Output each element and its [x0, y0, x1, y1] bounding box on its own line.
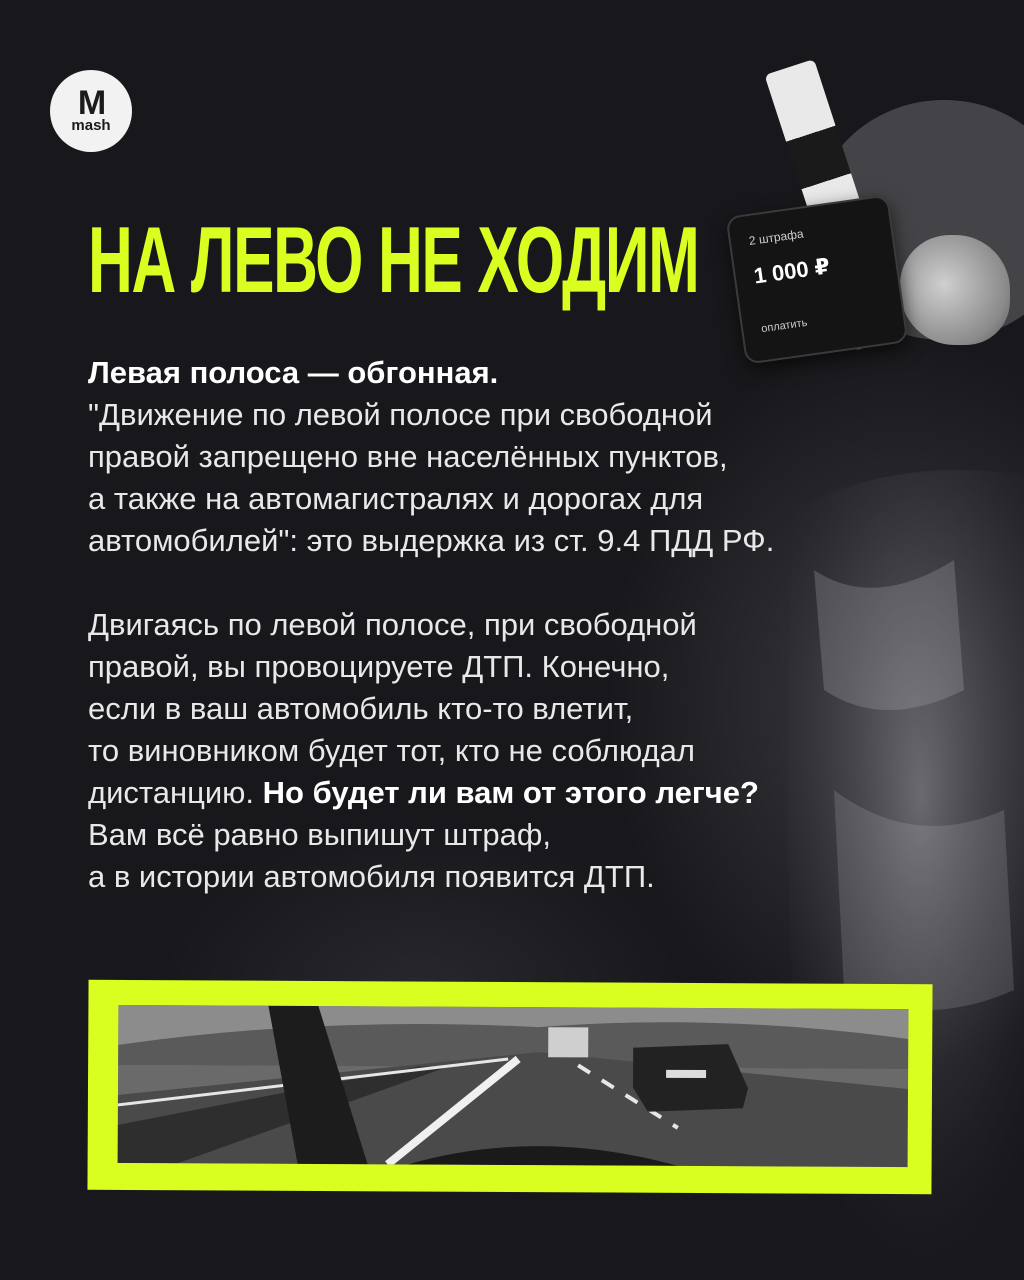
hand-icon	[900, 235, 1010, 345]
logo-mark-icon: M	[77, 84, 105, 122]
fine-amount: 1 000 ₽	[752, 253, 832, 289]
rear-view-road-photo	[118, 1005, 909, 1167]
paragraph1-line: "Движение по левой полосе при свободной	[88, 397, 713, 432]
paragraph2-line: а в истории автомобиля появится ДТП.	[88, 859, 655, 894]
fine-card	[725, 194, 908, 364]
paragraph1-line: правой запрещено вне населённых пунктов,	[88, 439, 728, 474]
paragraph2-line: дистанцию. Но будет ли вам от этого легче?	[88, 775, 759, 810]
fine-pay-label: оплатить	[760, 316, 809, 336]
logo-text: mash	[71, 117, 111, 134]
mash-logo	[50, 70, 132, 152]
mirror-photo-frame	[87, 980, 932, 1194]
paragraph1-line: а также на автомагистралях и дорогах для	[88, 481, 704, 516]
paragraph2-line: Двигаясь по левой полосе, при свободной	[88, 607, 697, 642]
paragraph2-line: если в ваш автомобиль кто-то влетит,	[88, 691, 634, 726]
paragraph2-line: Вам всё равно выпишут штраф,	[88, 817, 551, 852]
paragraph2-line: правой, вы провоцируете ДТП. Конечно,	[88, 649, 670, 684]
paragraph1-lead: Левая полоса — обгонная.	[88, 355, 499, 390]
body-text	[88, 352, 968, 898]
highlight-question: Но будет ли вам от этого легче?	[262, 775, 759, 810]
page-title: НА ЛЕВО НЕ ХОДИМ	[88, 207, 699, 312]
paragraph1-line: автомобилей": это выдержка из ст. 9.4 ПДД РФ.	[88, 523, 775, 558]
paragraph2-line: то виновником будет тот, кто не соблюдал	[88, 733, 695, 768]
paragraph-gap	[88, 562, 968, 604]
fine-count: 2 штрафа	[748, 226, 805, 249]
